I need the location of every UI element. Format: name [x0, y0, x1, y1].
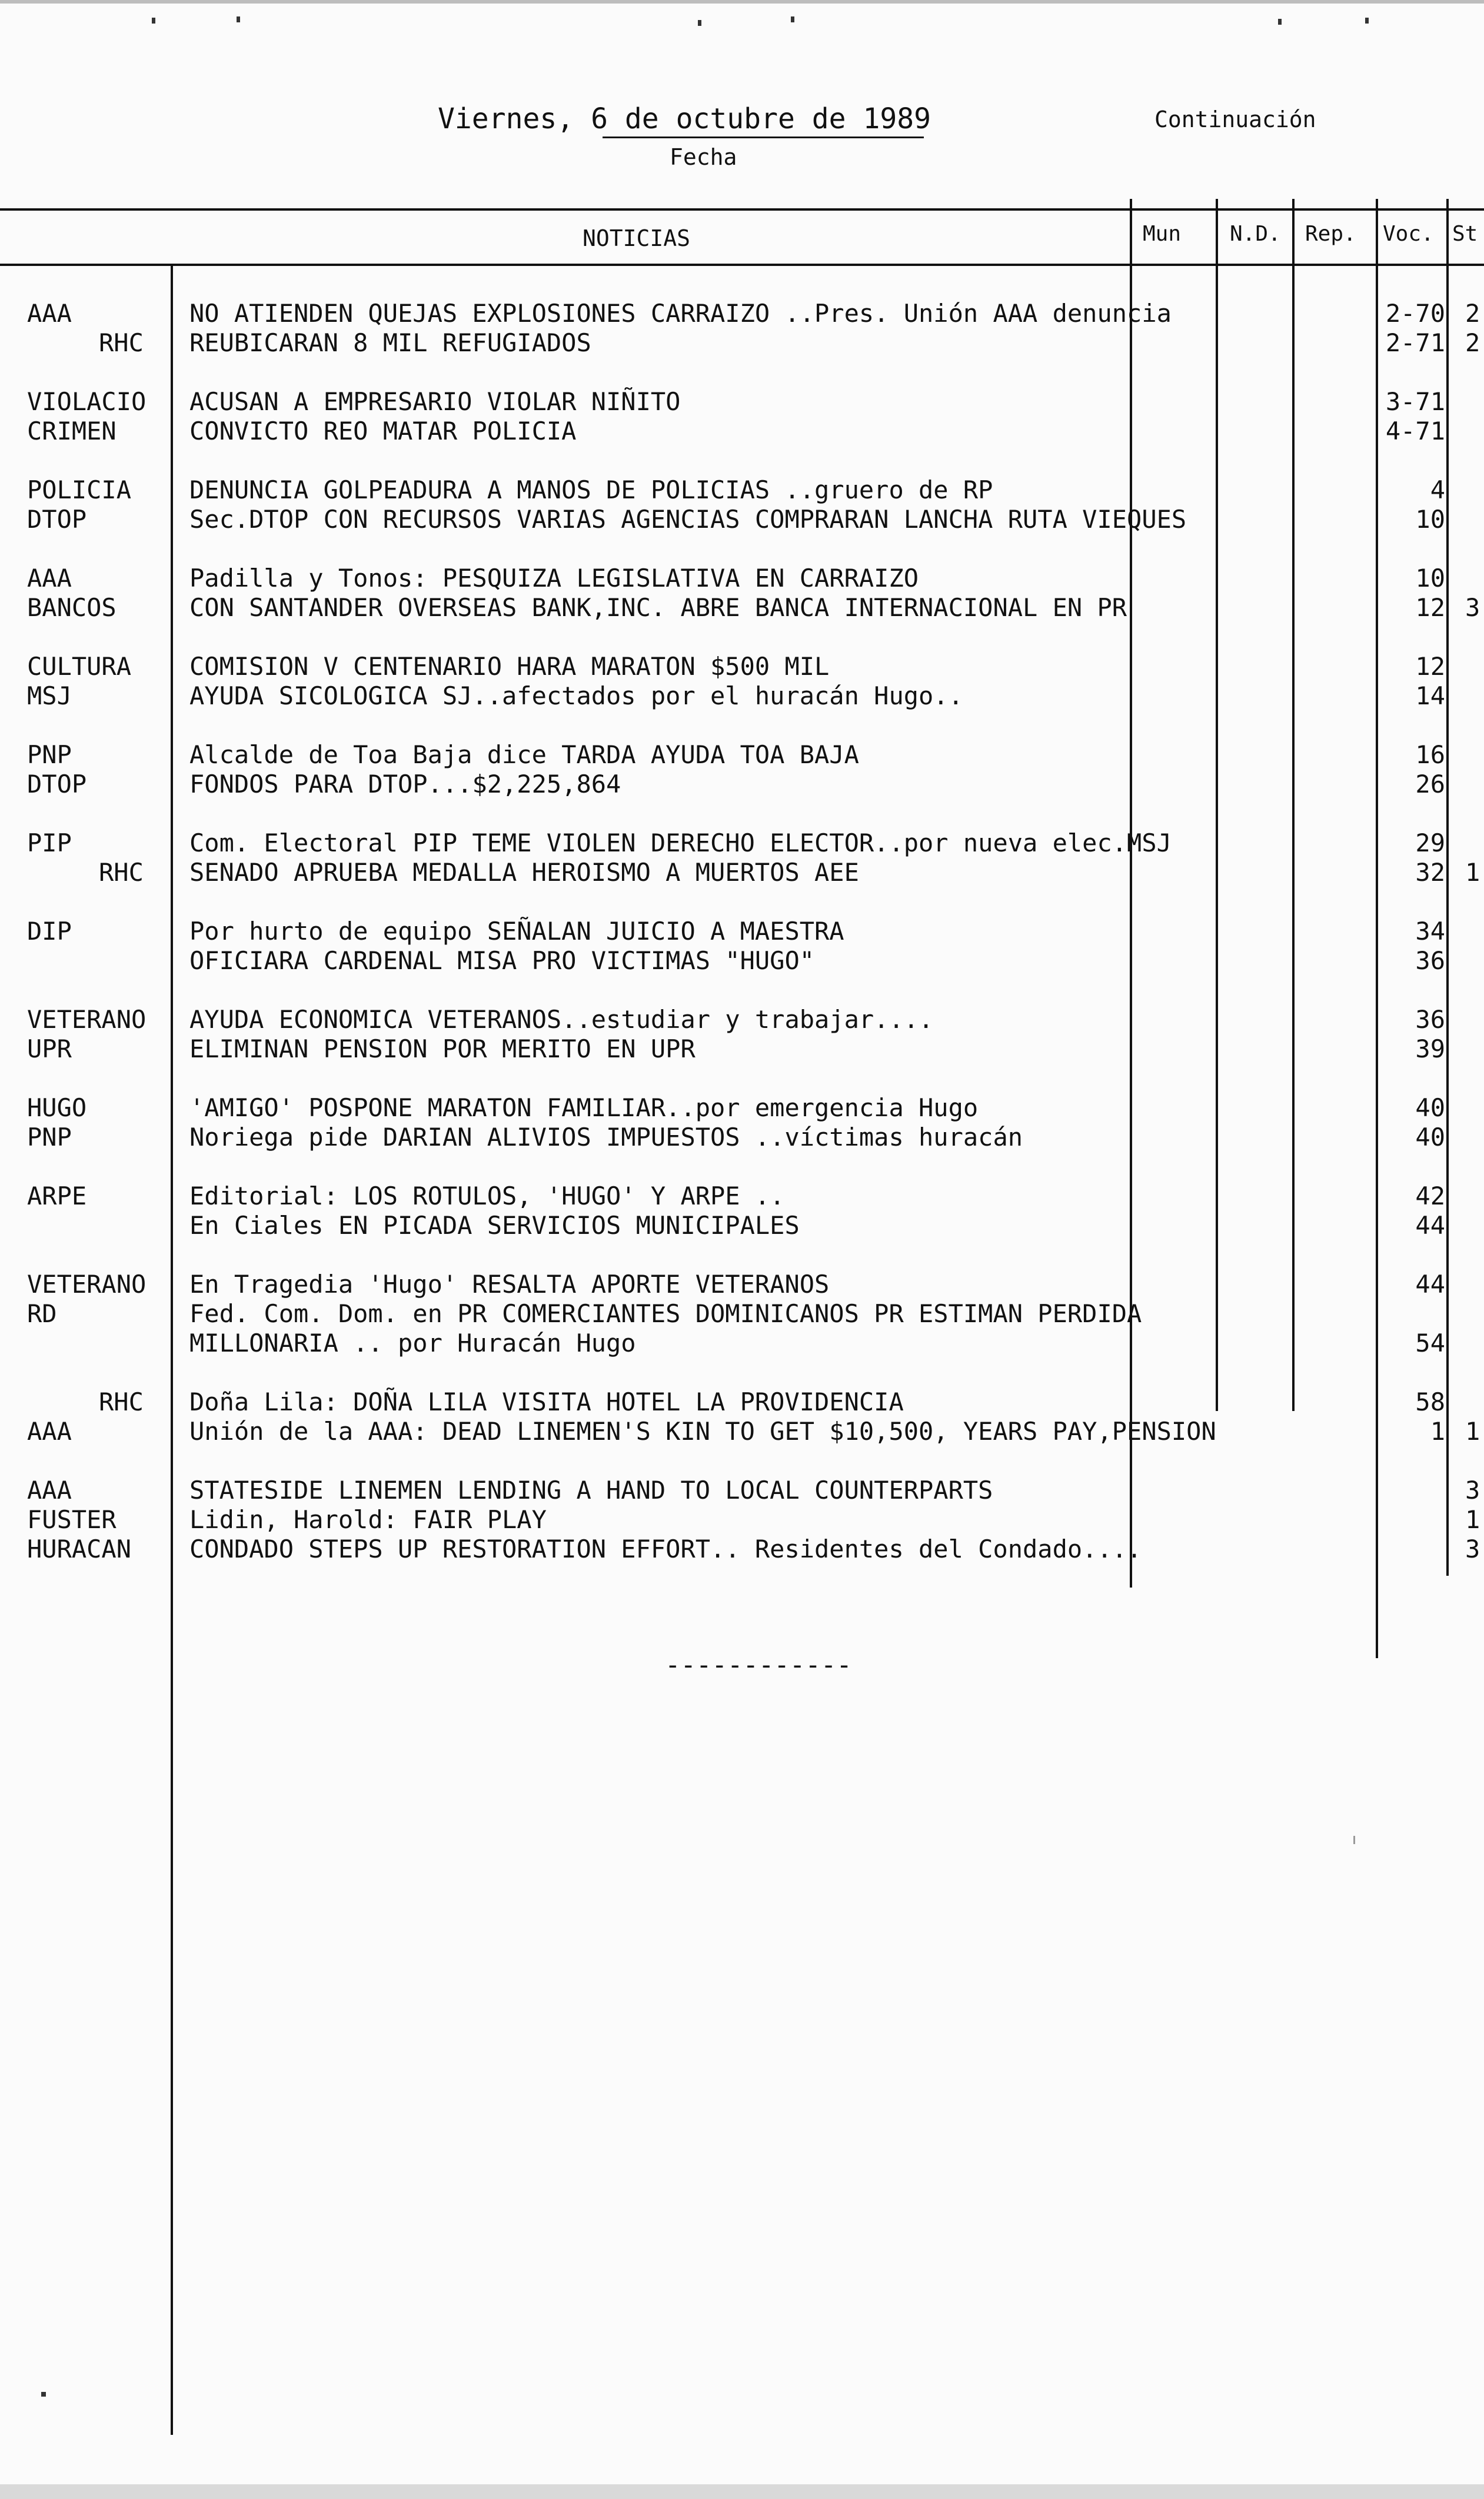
- scan-speck: [237, 16, 240, 22]
- row-headline: MILLONARIA .. por Huracán Hugo: [189, 1329, 636, 1357]
- scan-speck: [152, 18, 155, 24]
- row-page: 54: [1415, 1329, 1445, 1357]
- row-headline: ELIMINAN PENSION POR MERITO EN UPR: [189, 1034, 696, 1063]
- row-page: 36: [1415, 946, 1445, 975]
- column-header-rep: Rep.: [1305, 222, 1356, 246]
- rep-column-divider: [1292, 199, 1295, 1411]
- row-page: 3-71: [1385, 387, 1445, 416]
- row-headline: Alcalde de Toa Baja dice TARDA AYUDA TOA BAJA: [189, 740, 859, 769]
- scan-top-edge: [0, 0, 1484, 4]
- row-headline: OFICIARA CARDENAL MISA PRO VICTIMAS "HUGO": [189, 946, 815, 975]
- column-header-mun: Mun: [1143, 222, 1182, 246]
- row-headline: 'AMIGO' POSPONE MARATON FAMILIAR..por emergencia Hugo: [189, 1093, 979, 1122]
- row-headline: Sec.DTOP CON RECURSOS VARIAS AGENCIAS COMPRARAN LANCHA RUTA VIEQUES: [189, 505, 1187, 534]
- row-page: 34: [1415, 917, 1445, 946]
- row-category: RHC: [99, 1387, 144, 1416]
- row-category: RD: [27, 1299, 57, 1328]
- scan-bottom-edge: [0, 2484, 1484, 2499]
- row-page: 10: [1415, 564, 1445, 593]
- row-page: 32: [1415, 858, 1445, 887]
- date-underline: [603, 137, 924, 138]
- row-page: 10: [1415, 505, 1445, 534]
- column-header-voc: Voc.: [1383, 222, 1434, 246]
- row-page: 12: [1415, 652, 1445, 681]
- row-headline: Doña Lila: DOÑA LILA VISITA HOTEL LA PROVIDENCIA: [189, 1387, 904, 1416]
- row-category: MSJ: [27, 681, 72, 710]
- row-page: 12: [1415, 593, 1445, 622]
- row-headline: ACUSAN A EMPRESARIO VIOLAR NIÑITO: [189, 387, 681, 416]
- row-st: 3: [1465, 593, 1480, 622]
- row-category: VETERANO: [27, 1005, 147, 1034]
- row-category: AAA: [27, 1417, 72, 1446]
- row-headline: REUBICARAN 8 MIL REFUGIADOS: [189, 328, 591, 357]
- row-page: 14: [1415, 681, 1445, 710]
- table-header-rule: [0, 264, 1484, 266]
- row-headline: FONDOS PARA DTOP...$2,225,864: [189, 770, 621, 798]
- row-headline: COMISION V CENTENARIO HARA MARATON $500 MIL: [189, 652, 830, 681]
- row-category: RHC: [99, 858, 144, 887]
- row-headline: STATESIDE LINEMEN LENDING A HAND TO LOCAL COUNTERPARTS: [189, 1476, 993, 1505]
- row-headline: En Ciales EN PICADA SERVICIOS MUNICIPALES: [189, 1211, 800, 1240]
- row-category: DIP: [27, 917, 72, 946]
- scan-speck: [698, 20, 701, 26]
- scan-speck: [1353, 1836, 1355, 1844]
- row-headline: Fed. Com. Dom. en PR COMERCIANTES DOMINICANOS PR ESTIMAN PERDIDA: [189, 1299, 1142, 1328]
- row-category: PNP: [27, 1123, 72, 1152]
- column-header-nd: N.D.: [1230, 222, 1281, 246]
- category-column-divider: [171, 264, 173, 2435]
- row-page: 44: [1415, 1270, 1445, 1299]
- row-page: 16: [1415, 740, 1445, 769]
- row-st: 3: [1465, 1535, 1480, 1563]
- row-headline: DENUNCIA GOLPEADURA A MANOS DE POLICIAS ..gruero de RP: [189, 475, 993, 504]
- scan-speck: [791, 16, 794, 22]
- row-st: 3: [1465, 1476, 1480, 1505]
- row-category: AAA: [27, 1476, 72, 1505]
- row-category: CULTURA: [27, 652, 132, 681]
- mun-column-divider: [1130, 199, 1132, 1588]
- row-category: BANCOS: [27, 593, 117, 622]
- row-category: VETERANO: [27, 1270, 147, 1299]
- row-page: 39: [1415, 1034, 1445, 1063]
- row-headline: En Tragedia 'Hugo' RESALTA APORTE VETERANOS: [189, 1270, 830, 1299]
- row-headline: Com. Electoral PIP TEME VIOLEN DERECHO ELECTOR..por nueva elec.MSJ: [189, 828, 1172, 857]
- scan-speck: [41, 2392, 46, 2397]
- row-headline: CONVICTO REO MATAR POLICIA: [189, 417, 577, 445]
- row-headline: AYUDA ECONOMICA VETERANOS..estudiar y trabajar....: [189, 1005, 934, 1034]
- row-page: 26: [1415, 770, 1445, 798]
- row-page: 44: [1415, 1211, 1445, 1240]
- row-headline: Padilla y Tonos: PESQUIZA LEGISLATIVA EN CARRAIZO: [189, 564, 919, 593]
- continuation-label: Continuación: [1154, 107, 1316, 132]
- row-category: PNP: [27, 740, 72, 769]
- row-page: 4-71: [1385, 417, 1445, 445]
- row-page: 2-71: [1385, 328, 1445, 357]
- scan-speck: [1365, 18, 1369, 24]
- row-st: 2: [1465, 299, 1480, 328]
- table-top-rule: [0, 208, 1484, 211]
- date-heading: Viernes, 6 de octubre de 1989: [438, 102, 931, 135]
- row-headline: CON SANTANDER OVERSEAS BANK,INC. ABRE BANCA INTERNACIONAL EN PR: [189, 593, 1127, 622]
- column-header-noticias: NOTICIAS: [583, 225, 691, 251]
- row-headline: Unión de la AAA: DEAD LINEMEN'S KIN TO GET $10,500, YEARS PAY,PENSION: [189, 1417, 1216, 1446]
- row-headline: Por hurto de equipo SEÑALAN JUICIO A MAESTRA: [189, 917, 844, 946]
- row-headline: Lidin, Harold: FAIR PLAY: [189, 1505, 547, 1534]
- row-headline: AYUDA SICOLOGICA SJ..afectados por el huracán Hugo..: [189, 681, 963, 710]
- row-st: 1: [1465, 858, 1480, 887]
- row-category: AAA: [27, 299, 72, 328]
- row-category: RHC: [99, 328, 144, 357]
- row-headline: Editorial: LOS ROTULOS, 'HUGO' Y ARPE ..: [189, 1182, 785, 1210]
- row-category: UPR: [27, 1034, 72, 1063]
- row-category: DTOP: [27, 770, 87, 798]
- row-headline: CONDADO STEPS UP RESTORATION EFFORT.. Residentes del Condado....: [189, 1535, 1142, 1563]
- row-st: 1: [1465, 1505, 1480, 1534]
- row-page: 1: [1430, 1417, 1445, 1446]
- row-st: 2: [1465, 328, 1480, 357]
- row-category: POLICIA: [27, 475, 132, 504]
- row-page: 2-70: [1385, 299, 1445, 328]
- end-separator: ------------: [665, 1650, 852, 1680]
- row-category: HURACAN: [27, 1535, 132, 1563]
- date-label: Fecha: [670, 144, 737, 170]
- row-page: 58: [1415, 1387, 1445, 1416]
- row-page: 40: [1415, 1093, 1445, 1122]
- row-category: VIOLACIO: [27, 387, 147, 416]
- row-category: CRIMEN: [27, 417, 117, 445]
- row-headline: Noriega pide DARIAN ALIVIOS IMPUESTOS ..víctimas huracán: [189, 1123, 1023, 1152]
- row-page: 40: [1415, 1123, 1445, 1152]
- row-category: AAA: [27, 564, 72, 593]
- nd-column-divider: [1216, 199, 1218, 1411]
- row-page: 4: [1430, 475, 1445, 504]
- row-category: HUGO: [27, 1093, 87, 1122]
- row-category: DTOP: [27, 505, 87, 534]
- row-category: PIP: [27, 828, 72, 857]
- scan-speck: [1278, 19, 1282, 25]
- row-page: 29: [1415, 828, 1445, 857]
- column-header-st: St: [1452, 222, 1478, 246]
- row-category: ARPE: [27, 1182, 87, 1210]
- row-page: 36: [1415, 1005, 1445, 1034]
- st-column-divider: [1446, 199, 1449, 1576]
- row-headline: SENADO APRUEBA MEDALLA HEROISMO A MUERTOS AEE: [189, 858, 859, 887]
- row-headline: NO ATIENDEN QUEJAS EXPLOSIONES CARRAIZO ..Pres. Unión AAA denuncia: [189, 299, 1172, 328]
- row-category: FUSTER: [27, 1505, 117, 1534]
- row-st: 1: [1465, 1417, 1480, 1446]
- row-page: 42: [1415, 1182, 1445, 1210]
